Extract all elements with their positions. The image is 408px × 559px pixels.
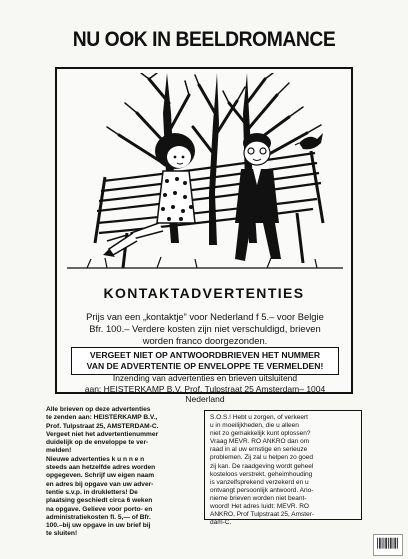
couple-on-bench-illustration: [67, 73, 343, 273]
ad-title: KONTAKTADVERTENTIES: [103, 285, 305, 301]
send-line-2: aan: HEISTERKAMP B.V. Prof. Tulpstraat 25 Amsterdam– 1004: [84, 383, 326, 394]
send-line-3: Nederland: [185, 394, 225, 404]
send-line-1: Inzending van advertenties en brieven uitsluitend: [112, 373, 298, 383]
ad-price-info: [67, 311, 343, 347]
contact-ads-box: [55, 67, 353, 404]
sos-box: [204, 410, 362, 527]
envelope-warning: [71, 347, 339, 375]
warning-line-2: VAN DE ADVERTENTIE OP ENVELOPPE TE VERMELDEN!: [86, 361, 324, 371]
price-line-3: worden franco doorgezonden.: [142, 335, 268, 346]
submission-address: [67, 373, 343, 405]
letters-instructions: Alle brieven op deze advertenties te zenden aan: HEISTERKAMP B.V., Prof. Tulpstraat 25, AMSTERDAM-C. Vergeet niet het advertentienummer duidelijk op de enveloppe te ver- melden! Nieuwe advertenties k u n n e n steeds aan hetzelfde adres worden opgegeven. Schrijf uw eigen naam en adres bij opgave van uw adver- tentie s.v.p. in drukletters! De plaatsing geschiedt circa 6 weken na opgave. Gelieve voor porto- en administratiekosten fl. 5,— of Bfr. 100.–bij uw opgave in uw brief bij te sluiten!: [46, 406, 159, 538]
page-headline: NU OOK IN BEELDROMANCE: [72, 28, 336, 51]
price-line-1: Prijs van een „kontaktje” voor Nederland f 5.– voor Belgie: [86, 311, 324, 322]
warning-line-1: VERGEET NIET OP ANTWOORDBRIEVEN HET NUMMER: [89, 350, 321, 360]
price-line-2: Bfr. 100.– Verdere kosten zijn niet verschuldigd, brieven: [89, 323, 321, 334]
sos-text: S.O.S.! Hebt u zorgen, of verkeert u in moeilijkheden, die u alleen niet zo gemakkelijk kunt oplossen? Vraag MEVR. RO ANKRO dan om raad in al uw ernstige en serieuze problemen. Zij zal u helpen zo goed zij kan. De raadgeving wordt geheel kosteloos verstrekt, geheimhouding is vanzelfsprekend verzekerd en u ontvangt persoonlijk antwoord. Ano- nieme brieven worden niet beant- woord! Het adres luidt: MEVR. RO ANKRO, Prof Tulpstraat 25, Amster- dam-C.: [210, 414, 315, 527]
barcode-sticker: [373, 534, 403, 556]
